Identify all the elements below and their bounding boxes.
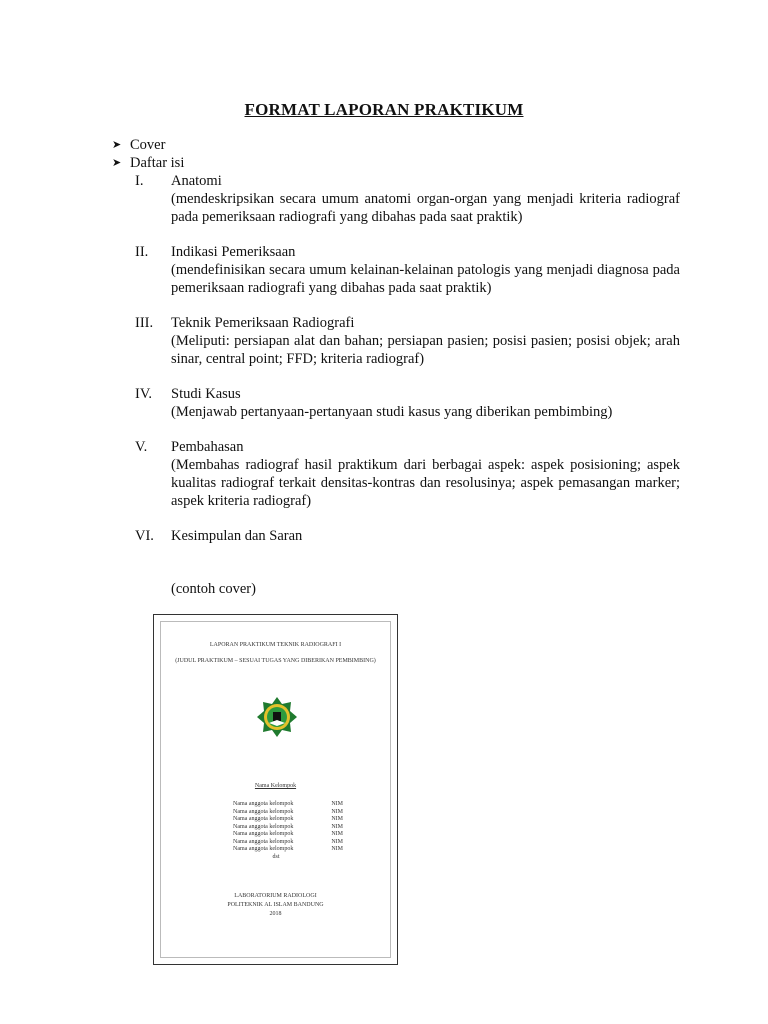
bullet-list [112, 136, 184, 172]
member-nim: NIM [331, 816, 343, 822]
member-name: Nama anggota kelompok [233, 838, 294, 845]
cover-nama-kelompok: Nama Kelompok [254, 783, 297, 789]
member-nim: NIM [331, 846, 343, 852]
cover-year: 2018 [269, 911, 282, 917]
member-name: Nama anggota kelompok [233, 816, 294, 822]
section-description: (mendeskripsikan secara umum anatomi organ-organ yang menjadi kriteria radiograf pada pemeriksaan radiografi yang dibahas pada saat praktik) [171, 191, 680, 225]
cover-title: LAPORAN PRAKTIKUM TEKNIK RADIOGRAFI I [209, 642, 342, 648]
section-title: Studi Kasus [171, 386, 241, 402]
member-row [233, 824, 343, 832]
section-pembahasan [135, 438, 680, 510]
member-list [233, 801, 343, 854]
cover-institution: POLITEKNIK AL ISLAM BANDUNG [227, 902, 324, 908]
section-numeral: I. [135, 173, 144, 189]
section-studi-kasus [135, 385, 680, 421]
member-row [233, 809, 343, 817]
member-nim: NIM [331, 838, 343, 845]
bullet-item [112, 154, 184, 172]
member-row [233, 846, 343, 854]
cover-lab: LABORATORIUM RADIOLOGI [234, 893, 317, 899]
bullet-item [112, 136, 184, 154]
bullet-label: Cover [130, 137, 166, 153]
institution-logo-icon [255, 695, 299, 739]
member-row [233, 816, 343, 824]
section-kesimpulan [135, 527, 680, 545]
section-list [135, 172, 680, 562]
member-nim: NIM [331, 831, 343, 837]
section-description: (Meliputi: persiapan alat dan bahan; persiapan pasien; posisi pasien; posisi objek; arah sinar, central point; FFD; kriteria radiograf) [171, 333, 680, 367]
member-name: Nama anggota kelompok [233, 823, 294, 830]
cover-example [153, 614, 398, 965]
member-nim: NIM [331, 823, 343, 830]
member-name: Nama anggota kelompok [233, 831, 294, 837]
cover-subtitle: (JUDUL PRAKTIKUM – SESUAI TUGAS YANG DIBERIKAN PEMBIMBING) [175, 658, 376, 664]
member-name: Nama anggota kelompok [233, 808, 294, 815]
member-nim: NIM [331, 808, 343, 815]
section-numeral: II. [135, 244, 149, 260]
section-numeral: VI. [135, 528, 154, 544]
section-title: Pembahasan [171, 439, 244, 455]
section-title: Anatomi [171, 173, 222, 189]
arrow-bullet-icon: ➤ [112, 139, 122, 151]
section-title: Indikasi Pemeriksaan [171, 244, 296, 260]
cover-dst: dst [272, 854, 280, 860]
section-teknik [135, 314, 680, 368]
member-row [233, 839, 343, 847]
member-nim: NIM [331, 801, 343, 807]
member-name: Nama anggota kelompok [233, 846, 294, 852]
section-description: (Membahas radiograf hasil praktikum dari berbagai aspek: aspek posisioning; aspek kualitas radiograf terkait densitas-kontras dan resolusinya; aspek pemasangan marker; aspek kriteria radiograf) [171, 457, 680, 509]
section-numeral: III. [135, 315, 154, 331]
section-numeral: V. [135, 439, 148, 455]
section-indikasi [135, 243, 680, 297]
section-description: (Menjawab pertanyaan-pertanyaan studi kasus yang diberikan pembimbing) [171, 404, 613, 420]
contoh-cover-label: (contoh cover) [171, 581, 256, 597]
page-title: FORMAT LAPORAN PRAKTIKUM [244, 100, 524, 119]
section-title: Teknik Pemeriksaan Radiografi [171, 315, 355, 331]
member-row [233, 831, 343, 839]
arrow-bullet-icon: ➤ [112, 157, 122, 169]
section-anatomi [135, 172, 680, 226]
cover-inner-border [160, 621, 391, 958]
section-numeral: IV. [135, 386, 153, 402]
bullet-label: Daftar isi [130, 155, 185, 171]
section-title: Kesimpulan dan Saran [171, 528, 303, 544]
member-name: Nama anggota kelompok [233, 801, 294, 807]
section-description: (mendefinisikan secara umum kelainan-kelainan patologis yang menjadi diagnosa pada pemeriksaan radiografi yang dibahas pada saat praktik) [171, 262, 680, 296]
logo-center [273, 712, 281, 721]
member-row [233, 801, 343, 809]
